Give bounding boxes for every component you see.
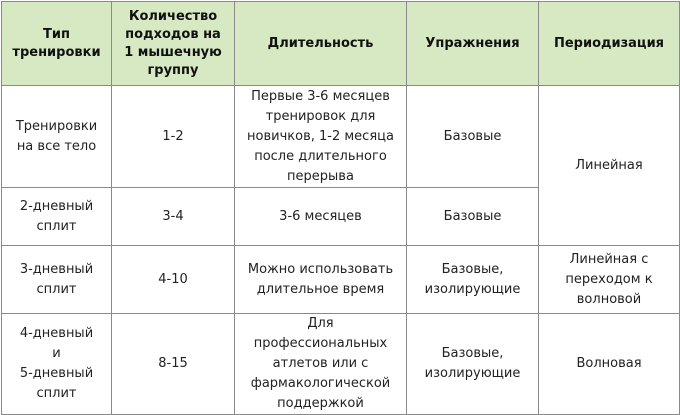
header-training-type: Тип тренировки [2, 2, 112, 86]
cell-sets: 3-4 [112, 188, 235, 246]
cell-exercises: Базовые [407, 188, 539, 246]
header-row [2, 2, 680, 86]
header-periodization: Периодизация [539, 2, 680, 86]
cell-training-type: 4-дневный и 5-дневный сплит [2, 314, 112, 415]
cell-exercises: Базовые [407, 86, 539, 188]
cell-sets: 8-15 [112, 314, 235, 415]
table-row [2, 314, 680, 415]
cell-training-type: 3-дневный сплит [2, 246, 112, 314]
training-table [1, 1, 680, 415]
header-duration: Длительность [235, 2, 407, 86]
cell-sets: 1-2 [112, 86, 235, 188]
cell-sets: 4-10 [112, 246, 235, 314]
header-exercises: Упражнения [407, 2, 539, 86]
cell-training-type: Тренировки на все тело [2, 86, 112, 188]
cell-duration: Для профессиональных атлетов или с фармакологической поддержкой [235, 314, 407, 415]
cell-duration: Можно использовать длительное время [235, 246, 407, 314]
cell-duration: 3-6 месяцев [235, 188, 407, 246]
cell-training-type: 2-дневный сплит [2, 188, 112, 246]
table-row [2, 86, 680, 188]
cell-periodization: Линейная [539, 86, 680, 246]
cell-duration: Первые 3-6 месяцев тренировок для новичков, 1-2 месяца после длительного перерыва [235, 86, 407, 188]
cell-exercises: Базовые, изолирующие [407, 246, 539, 314]
table-row [2, 246, 680, 314]
header-sets-count: Количество подходов на 1 мышечную группу [112, 2, 235, 86]
cell-exercises: Базовые, изолирующие [407, 314, 539, 415]
cell-periodization: Волновая [539, 314, 680, 415]
cell-periodization: Линейная с переходом к волновой [539, 246, 680, 314]
